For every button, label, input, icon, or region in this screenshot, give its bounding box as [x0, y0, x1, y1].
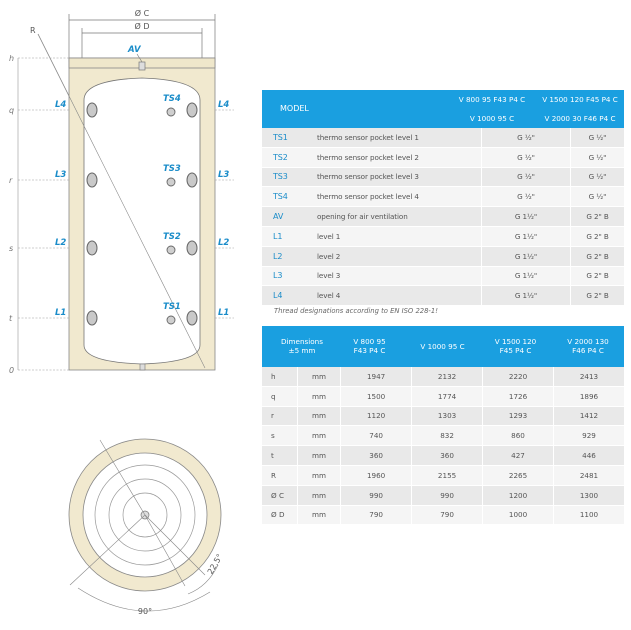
- dimension-value: 2155: [412, 465, 483, 485]
- dimension-value: 1303: [412, 406, 483, 426]
- dimension-unit: mm: [297, 386, 340, 406]
- left-l4-label: L4: [55, 100, 67, 110]
- dimension-value: 1947: [341, 367, 412, 386]
- top-view: [69, 439, 221, 611]
- right-l3-label: L3: [218, 170, 230, 180]
- thread-note: Thread designations according to EN ISO 228-1!: [274, 307, 438, 315]
- dimension-key: q: [262, 386, 297, 406]
- dimension-value: 1412: [554, 406, 625, 426]
- dimension-value: 360: [412, 446, 483, 466]
- dimension-key: s: [262, 426, 297, 446]
- right-l1-label: L1: [218, 308, 230, 318]
- dimension-value: 1500: [341, 386, 412, 406]
- dimension-value: 1000: [483, 505, 554, 525]
- connection-val-2: G 2" B: [571, 207, 625, 227]
- connection-row: [262, 147, 624, 167]
- dimension-value: 427: [483, 446, 554, 466]
- dimension-value: 990: [341, 485, 412, 505]
- dimension-value: 1960: [341, 465, 412, 485]
- dim-col-2: V 1000 95 C: [420, 342, 465, 351]
- av-port: [139, 62, 145, 70]
- dimension-value: 1120: [341, 406, 412, 426]
- dimension-unit: mm: [297, 485, 340, 505]
- dimension-row: [262, 367, 624, 386]
- dimension-row: [262, 465, 624, 485]
- connection-code: L1: [262, 226, 313, 246]
- connection-row: [262, 187, 624, 207]
- connection-row: [262, 286, 624, 306]
- connection-row: [262, 128, 624, 147]
- connection-desc: thermo sensor pocket level 1: [313, 128, 482, 147]
- connection-val-2: G ½": [571, 187, 625, 207]
- dimension-key: r: [262, 406, 297, 426]
- connections-header: [262, 90, 624, 128]
- axis-s: s: [9, 244, 14, 253]
- connection-code: AV: [262, 207, 313, 227]
- dimension-value: 1200: [483, 485, 554, 505]
- connection-code: L4: [262, 286, 313, 306]
- connection-row: [262, 226, 624, 246]
- connection-val-1: G ½": [482, 187, 571, 207]
- axis-h: h: [9, 54, 15, 63]
- col1-line2: V 1000 95 C: [469, 114, 515, 123]
- dimension-value: 1100: [554, 505, 625, 525]
- col2-line2: V 2000 30 F46 P4 C: [544, 114, 616, 123]
- connection-desc: thermo sensor pocket level 3: [313, 167, 482, 187]
- col1-line1: V 800 95 F43 P4 C: [458, 95, 526, 104]
- connection-desc: level 2: [313, 246, 482, 266]
- dimension-unit: mm: [297, 446, 340, 466]
- dimension-unit: mm: [297, 367, 340, 386]
- tank-drawing: [0, 0, 262, 630]
- dimension-value: 1896: [554, 386, 625, 406]
- dimension-key: Ø D: [262, 505, 297, 525]
- connection-val-2: G ½": [571, 147, 625, 167]
- dimension-value: 1293: [483, 406, 554, 426]
- dimension-value: 860: [483, 426, 554, 446]
- dimension-value: 2220: [483, 367, 554, 386]
- dimension-row: [262, 386, 624, 406]
- connection-code: TS3: [262, 167, 313, 187]
- axis-0: 0: [9, 366, 15, 375]
- dimension-unit: mm: [297, 505, 340, 525]
- dimension-row: [262, 446, 624, 466]
- connection-row: [262, 207, 624, 227]
- dimension-value: 1300: [554, 485, 625, 505]
- dimension-value: 2413: [554, 367, 625, 386]
- connection-desc: level 4: [313, 286, 482, 306]
- dimensions-table: [262, 367, 624, 525]
- dim-col-4: V 2000 130 F46 P4 C: [567, 337, 609, 355]
- dimension-value: 740: [341, 426, 412, 446]
- dim-d-label: Ø D: [134, 22, 150, 31]
- ts2-label: TS2: [163, 232, 181, 242]
- right-l2-label: L2: [218, 238, 230, 248]
- connection-val-1: G ½": [482, 167, 571, 187]
- connection-val-2: G 2" B: [571, 266, 625, 286]
- connection-row: [262, 266, 624, 286]
- dimension-unit: mm: [297, 406, 340, 426]
- col2-line1: V 1500 120 F45 P4 C: [542, 95, 618, 104]
- angle-large-label: 90°: [137, 607, 153, 616]
- connection-row: [262, 167, 624, 187]
- dimension-value: 360: [341, 446, 412, 466]
- axis-r: r: [9, 176, 13, 185]
- connection-val-2: G ½": [571, 167, 625, 187]
- ts3-label: TS3: [163, 164, 181, 174]
- connection-val-2: G 2" B: [571, 246, 625, 266]
- left-l2-label: L2: [55, 238, 67, 248]
- av-label: AV: [128, 45, 141, 55]
- left-l1-label: L1: [55, 308, 67, 318]
- dim-col-3: V 1500 120 F45 P4 C: [494, 337, 537, 355]
- dimension-value: 446: [554, 446, 625, 466]
- dimension-key: R: [262, 465, 297, 485]
- dim-c-label: Ø C: [134, 9, 150, 18]
- connection-code: L2: [262, 246, 313, 266]
- left-l3-label: L3: [55, 170, 67, 180]
- angle-small-label: 22,5°: [205, 552, 225, 576]
- connection-desc: level 1: [313, 226, 482, 246]
- dimension-value: 929: [554, 426, 625, 446]
- axis-q: q: [9, 106, 15, 115]
- ts4-label: TS4: [163, 94, 181, 104]
- dimension-key: h: [262, 367, 297, 386]
- connection-code: TS1: [262, 128, 313, 147]
- dimension-unit: mm: [297, 465, 340, 485]
- dimension-value: 1774: [412, 386, 483, 406]
- connection-val-1: G 1½": [482, 266, 571, 286]
- connection-desc: opening for air ventilation: [313, 207, 482, 227]
- connections-table: [262, 128, 624, 306]
- dimension-value: 2481: [554, 465, 625, 485]
- dimension-key: t: [262, 446, 297, 466]
- dimension-row: [262, 426, 624, 446]
- bottom-port: [140, 364, 145, 370]
- inner-vessel: [84, 78, 200, 364]
- axis-t: t: [9, 314, 13, 323]
- dimension-value: 790: [412, 505, 483, 525]
- dimension-value: 1726: [483, 386, 554, 406]
- dim-r-label: R: [30, 26, 36, 35]
- dimension-value: 2132: [412, 367, 483, 386]
- connection-code: TS4: [262, 187, 313, 207]
- connection-val-1: G 1½": [482, 226, 571, 246]
- connection-val-2: G 2" B: [571, 286, 625, 306]
- dimension-key: Ø C: [262, 485, 297, 505]
- dimension-value: 2265: [483, 465, 554, 485]
- connection-val-1: G ½": [482, 147, 571, 167]
- dimension-value: 990: [412, 485, 483, 505]
- connection-code: L3: [262, 266, 313, 286]
- connection-val-1: G 1½": [482, 246, 571, 266]
- connection-val-1: G 1½": [482, 207, 571, 227]
- connection-desc: thermo sensor pocket level 2: [313, 147, 482, 167]
- dimensions-label: Dimensions ±5 mm: [281, 337, 323, 355]
- ts1-label: TS1: [163, 302, 181, 312]
- dimension-value: 790: [341, 505, 412, 525]
- right-l4-label: L4: [218, 100, 230, 110]
- dimension-row: [262, 505, 624, 525]
- dimension-unit: mm: [297, 426, 340, 446]
- dimensions-header: [262, 326, 624, 367]
- connection-val-1: G ½": [482, 128, 571, 147]
- model-header: MODEL: [280, 104, 309, 113]
- dimension-value: 832: [412, 426, 483, 446]
- dim-col-1: V 800 95 F43 P4 C: [353, 337, 386, 355]
- dimension-row: [262, 406, 624, 426]
- connection-desc: level 3: [313, 266, 482, 286]
- connection-val-2: G 2" B: [571, 226, 625, 246]
- connection-code: TS2: [262, 147, 313, 167]
- connection-val-2: G ½": [571, 128, 625, 147]
- connection-val-1: G 1½": [482, 286, 571, 306]
- connection-row: [262, 246, 624, 266]
- dimension-row: [262, 485, 624, 505]
- connection-desc: thermo sensor pocket level 4: [313, 187, 482, 207]
